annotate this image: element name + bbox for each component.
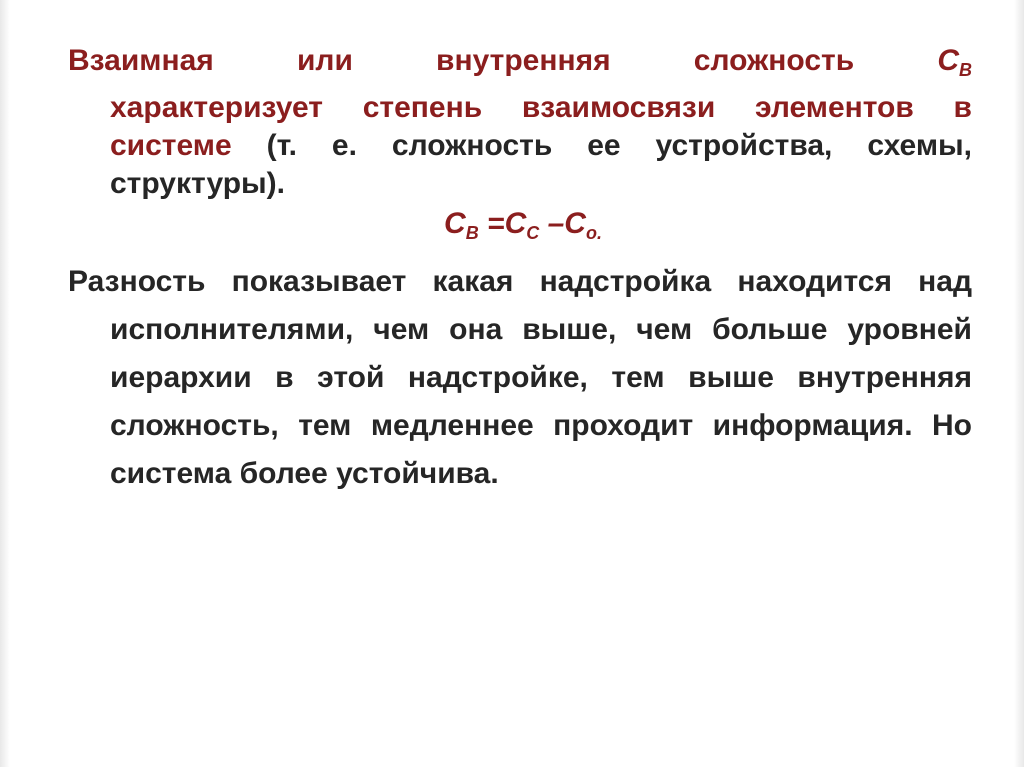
formula-minus: – <box>539 207 565 240</box>
formula-lhs-sub: В <box>465 223 479 243</box>
formula-rhs1-sub: С <box>526 223 540 243</box>
left-edge-shadow <box>0 0 10 767</box>
symbol-cb <box>937 42 972 89</box>
word-internal: внутренняя <box>436 44 611 77</box>
formula-rhs2-sub: о. <box>585 223 602 243</box>
symbol-cb-main: С <box>937 44 959 77</box>
word-or: или <box>296 44 353 77</box>
formula-rhs1 <box>504 207 540 243</box>
right-edge-shadow <box>1014 0 1024 767</box>
formula-rhs2-main: С <box>564 207 586 240</box>
definition-line2: характеризует степень взаимосвязи элементов в <box>110 91 972 124</box>
definition-rest: (т. е. сложность ее устройства, схемы, структуры). <box>110 129 972 200</box>
formula <box>0 204 1024 244</box>
definition-accent-system: системе <box>110 129 232 162</box>
word-mutual: Взаимная <box>68 44 214 77</box>
formula-rhs2 <box>564 207 602 243</box>
definition-body <box>110 89 972 203</box>
definition-first-line <box>68 42 972 89</box>
explanation-paragraph: Разность показывает какая надстройка находится над исполнителями, чем она выше, чем больше уровней иерархии в этой надстройке, тем выше внутренняя сложность, тем медленнее проходит информация. Но система более устойчива. <box>68 265 972 490</box>
formula-rhs1-main: С <box>504 207 527 240</box>
definition-paragraph <box>68 42 972 203</box>
word-complexity: сложность <box>693 44 855 77</box>
formula-lhs <box>444 207 479 243</box>
formula-equals: = <box>478 207 505 240</box>
symbol-cb-sub: В <box>959 60 972 80</box>
formula-lhs-main: С <box>444 207 466 240</box>
